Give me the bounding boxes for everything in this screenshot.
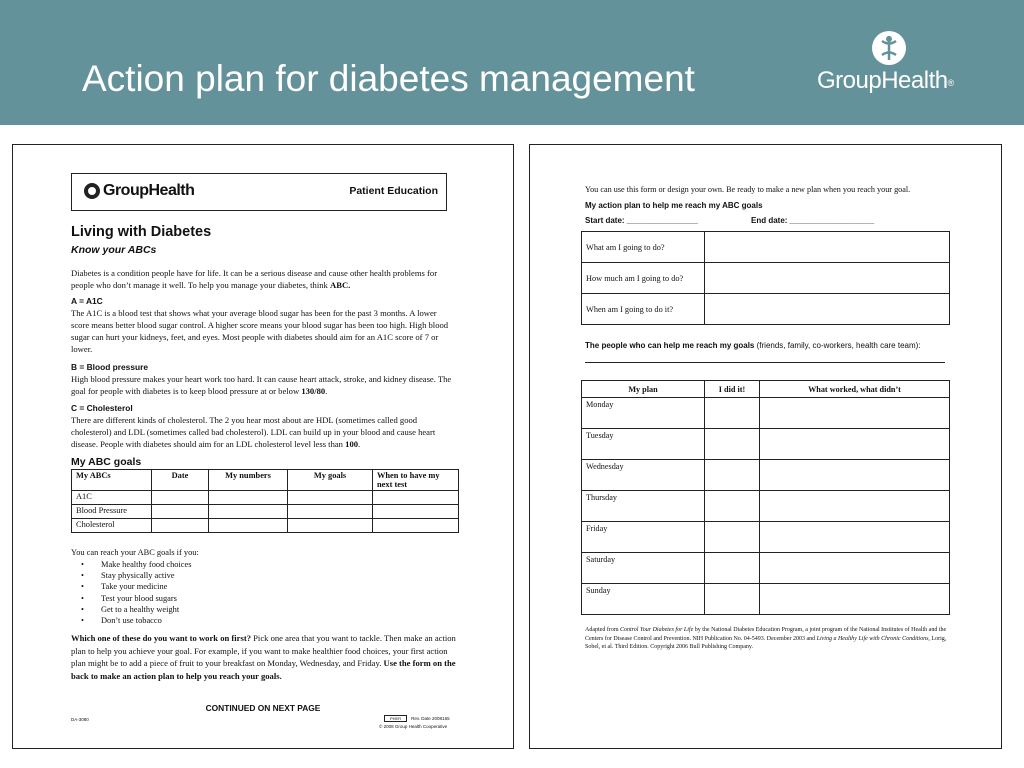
notes-cell[interactable] bbox=[760, 398, 950, 429]
table-row bbox=[582, 263, 950, 294]
document-page-front bbox=[12, 144, 514, 749]
closing-paragraph: Which one of these do you want to work on first? Pick one area that you want to tackle. Then make an action plan to help you achieve your goal. For example, if you want to make healthier food choices, your first action plan might be to add a piece of fruit to your breakfast on Monday, Wednesday, and Friday. Use the form on the back to make an action plan to help you reach your goals. bbox=[71, 633, 456, 681]
day-cell[interactable]: Tuesday bbox=[582, 429, 705, 460]
answer-entry-cell[interactable] bbox=[705, 232, 950, 263]
intro-paragraph: Diabetes is a condition people have for life. It can be a serious disease and cause other health problems for people who don’t manage it well. To help you manage your diabetes, think ABC. bbox=[71, 268, 438, 290]
table-row bbox=[582, 553, 950, 584]
abc-goals-title: My ABC goals bbox=[71, 456, 142, 468]
weekly-plan-table bbox=[581, 380, 950, 615]
notes-cell[interactable] bbox=[760, 584, 950, 615]
support-people-entry-line[interactable] bbox=[585, 362, 945, 363]
notes-cell[interactable] bbox=[760, 491, 950, 522]
blood-pressure-heading: B = Blood pressure bbox=[71, 362, 149, 372]
list-item: • Make healthy food choices bbox=[81, 559, 191, 570]
table-row bbox=[582, 584, 950, 615]
did-it-cell[interactable] bbox=[705, 429, 760, 460]
table-header-row bbox=[72, 470, 459, 491]
table-header: What worked, what didn’t bbox=[760, 381, 950, 398]
day-cell[interactable]: Monday bbox=[582, 398, 705, 429]
table-header: My plan bbox=[582, 381, 705, 398]
end-date-field[interactable]: End date: ___________________ bbox=[751, 216, 875, 225]
document-logo: GroupHealth bbox=[84, 182, 194, 200]
table-cell: Blood Pressure bbox=[72, 505, 152, 519]
next-test-entry-cell[interactable] bbox=[373, 519, 459, 533]
notes-cell[interactable] bbox=[760, 429, 950, 460]
did-it-cell[interactable] bbox=[705, 460, 760, 491]
action-plan-questions-table bbox=[581, 231, 950, 325]
table-header: My goals bbox=[288, 470, 373, 491]
grouphealth-logo-mark-icon bbox=[871, 30, 907, 66]
next-test-entry-cell[interactable] bbox=[373, 491, 459, 505]
date-entry-cell[interactable] bbox=[152, 505, 209, 519]
list-item: • Stay physically active bbox=[81, 570, 191, 581]
table-row bbox=[582, 232, 950, 263]
day-cell[interactable]: Thursday bbox=[582, 491, 705, 522]
did-it-cell[interactable] bbox=[705, 553, 760, 584]
form-intro: You can use this form or design your own. Be ready to make a new plan when you reach your goal. bbox=[585, 185, 911, 194]
grouphealth-mark-icon bbox=[84, 183, 100, 199]
notes-cell[interactable] bbox=[760, 522, 950, 553]
goals-entry-cell[interactable] bbox=[288, 519, 373, 533]
goals-entry-cell[interactable] bbox=[288, 505, 373, 519]
table-row bbox=[72, 505, 459, 519]
table-row bbox=[72, 519, 459, 533]
table-row bbox=[582, 491, 950, 522]
table-cell: Cholesterol bbox=[72, 519, 152, 533]
support-people-label: The people who can help me reach my goals (friends, family, co-workers, health care team): bbox=[585, 341, 921, 350]
answer-entry-cell[interactable] bbox=[705, 294, 950, 325]
day-cell[interactable]: Sunday bbox=[582, 584, 705, 615]
table-row bbox=[582, 460, 950, 491]
revision-date: PHER Rev. Date 2008165 bbox=[384, 715, 450, 722]
cholesterol-paragraph: There are different kinds of cholesterol. The 2 you hear most about are HDL (sometimes called good cholesterol) and LDL (sometimes called bad cholesterol). LDL can build up in your blood and cause heart disease. People with diabetes should aim for an LDL cholesterol level less than 100. bbox=[71, 415, 436, 449]
start-date-field[interactable]: Start date: ________________ bbox=[585, 216, 698, 225]
a1c-heading: A = A1C bbox=[71, 296, 103, 306]
abc-goals-table bbox=[71, 469, 459, 533]
document-page-back bbox=[529, 144, 1002, 749]
numbers-entry-cell[interactable] bbox=[209, 519, 288, 533]
tips-list bbox=[81, 559, 191, 626]
date-entry-cell[interactable] bbox=[152, 491, 209, 505]
did-it-cell[interactable] bbox=[705, 491, 760, 522]
table-row bbox=[582, 398, 950, 429]
table-row bbox=[582, 294, 950, 325]
day-cell[interactable]: Wednesday bbox=[582, 460, 705, 491]
document-title: Living with Diabetes bbox=[71, 224, 212, 240]
list-item: • Test your blood sugars bbox=[81, 593, 191, 604]
table-header: Date bbox=[152, 470, 209, 491]
document-code: DA-3080 bbox=[71, 717, 89, 722]
action-plan-heading: My action plan to help me reach my ABC goals bbox=[585, 201, 763, 210]
table-header-row bbox=[582, 381, 950, 398]
continued-notice: CONTINUED ON NEXT PAGE bbox=[205, 703, 321, 713]
day-cell[interactable]: Saturday bbox=[582, 553, 705, 584]
answer-entry-cell[interactable] bbox=[705, 263, 950, 294]
question-cell: What am I going to do? bbox=[582, 232, 705, 263]
list-item: • Don’t use tobacco bbox=[81, 615, 191, 626]
question-cell: How much am I going to do? bbox=[582, 263, 705, 294]
notes-cell[interactable] bbox=[760, 553, 950, 584]
list-item: • Get to a healthy weight bbox=[81, 604, 191, 615]
document-subtitle: Know your ABCs bbox=[71, 244, 157, 256]
list-item: • Take your medicine bbox=[81, 581, 191, 592]
table-row bbox=[72, 491, 459, 505]
numbers-entry-cell[interactable] bbox=[209, 505, 288, 519]
source-footnote: Adapted from Control Your Diabetes for Life by the National Diabetes Education Program, a joint program of the National Institutes of Health and the Centers for Disease Control and Prevention. NIH Publication No. 04-5493. December 2003 and Living a Healthy Life with Chronic Conditions, Lorig, Sobel, et al. Third Edition. Copyright 2006 Bull Publishing Company. bbox=[585, 627, 947, 650]
numbers-entry-cell[interactable] bbox=[209, 491, 288, 505]
table-header: My ABCs bbox=[72, 470, 152, 491]
table-row bbox=[582, 522, 950, 553]
table-header: I did it! bbox=[705, 381, 760, 398]
day-cell[interactable]: Friday bbox=[582, 522, 705, 553]
next-test-entry-cell[interactable] bbox=[373, 505, 459, 519]
cholesterol-heading: C = Cholesterol bbox=[71, 403, 133, 413]
slide-title: Action plan for diabetes management bbox=[82, 58, 695, 99]
copyright: © 2008 Group Health Cooperative bbox=[379, 724, 448, 729]
grouphealth-logo: GroupHealth® bbox=[817, 67, 954, 94]
notes-cell[interactable] bbox=[760, 460, 950, 491]
document-header bbox=[71, 173, 447, 211]
did-it-cell[interactable] bbox=[705, 522, 760, 553]
did-it-cell[interactable] bbox=[705, 398, 760, 429]
a1c-paragraph: The A1C is a blood test that shows what your average blood sugar has been for the past 3 months. A lower score means better blood sugar control. A higher score means your blood sugar has been too high. High blood sugar can hurt your kidneys, feet, and eyes. Most people with diabetes should aim for an A1C score of 7 or lower. bbox=[71, 308, 449, 354]
blood-pressure-paragraph: High blood pressure makes your heart work too hard. It can cause heart attack, stroke, and kidney disease. The goal for people with diabetes is to keep blood pressure at or below 130/80. bbox=[71, 374, 452, 396]
goals-entry-cell[interactable] bbox=[288, 491, 373, 505]
date-entry-cell[interactable] bbox=[152, 519, 209, 533]
table-header: When to have my next test bbox=[373, 470, 459, 491]
tips-intro: You can reach your ABC goals if you: bbox=[71, 548, 199, 557]
patient-education-label: Patient Education bbox=[349, 185, 438, 197]
did-it-cell[interactable] bbox=[705, 584, 760, 615]
table-cell: A1C bbox=[72, 491, 152, 505]
question-cell: When am I going to do it? bbox=[582, 294, 705, 325]
table-row bbox=[582, 429, 950, 460]
table-header: My numbers bbox=[209, 470, 288, 491]
